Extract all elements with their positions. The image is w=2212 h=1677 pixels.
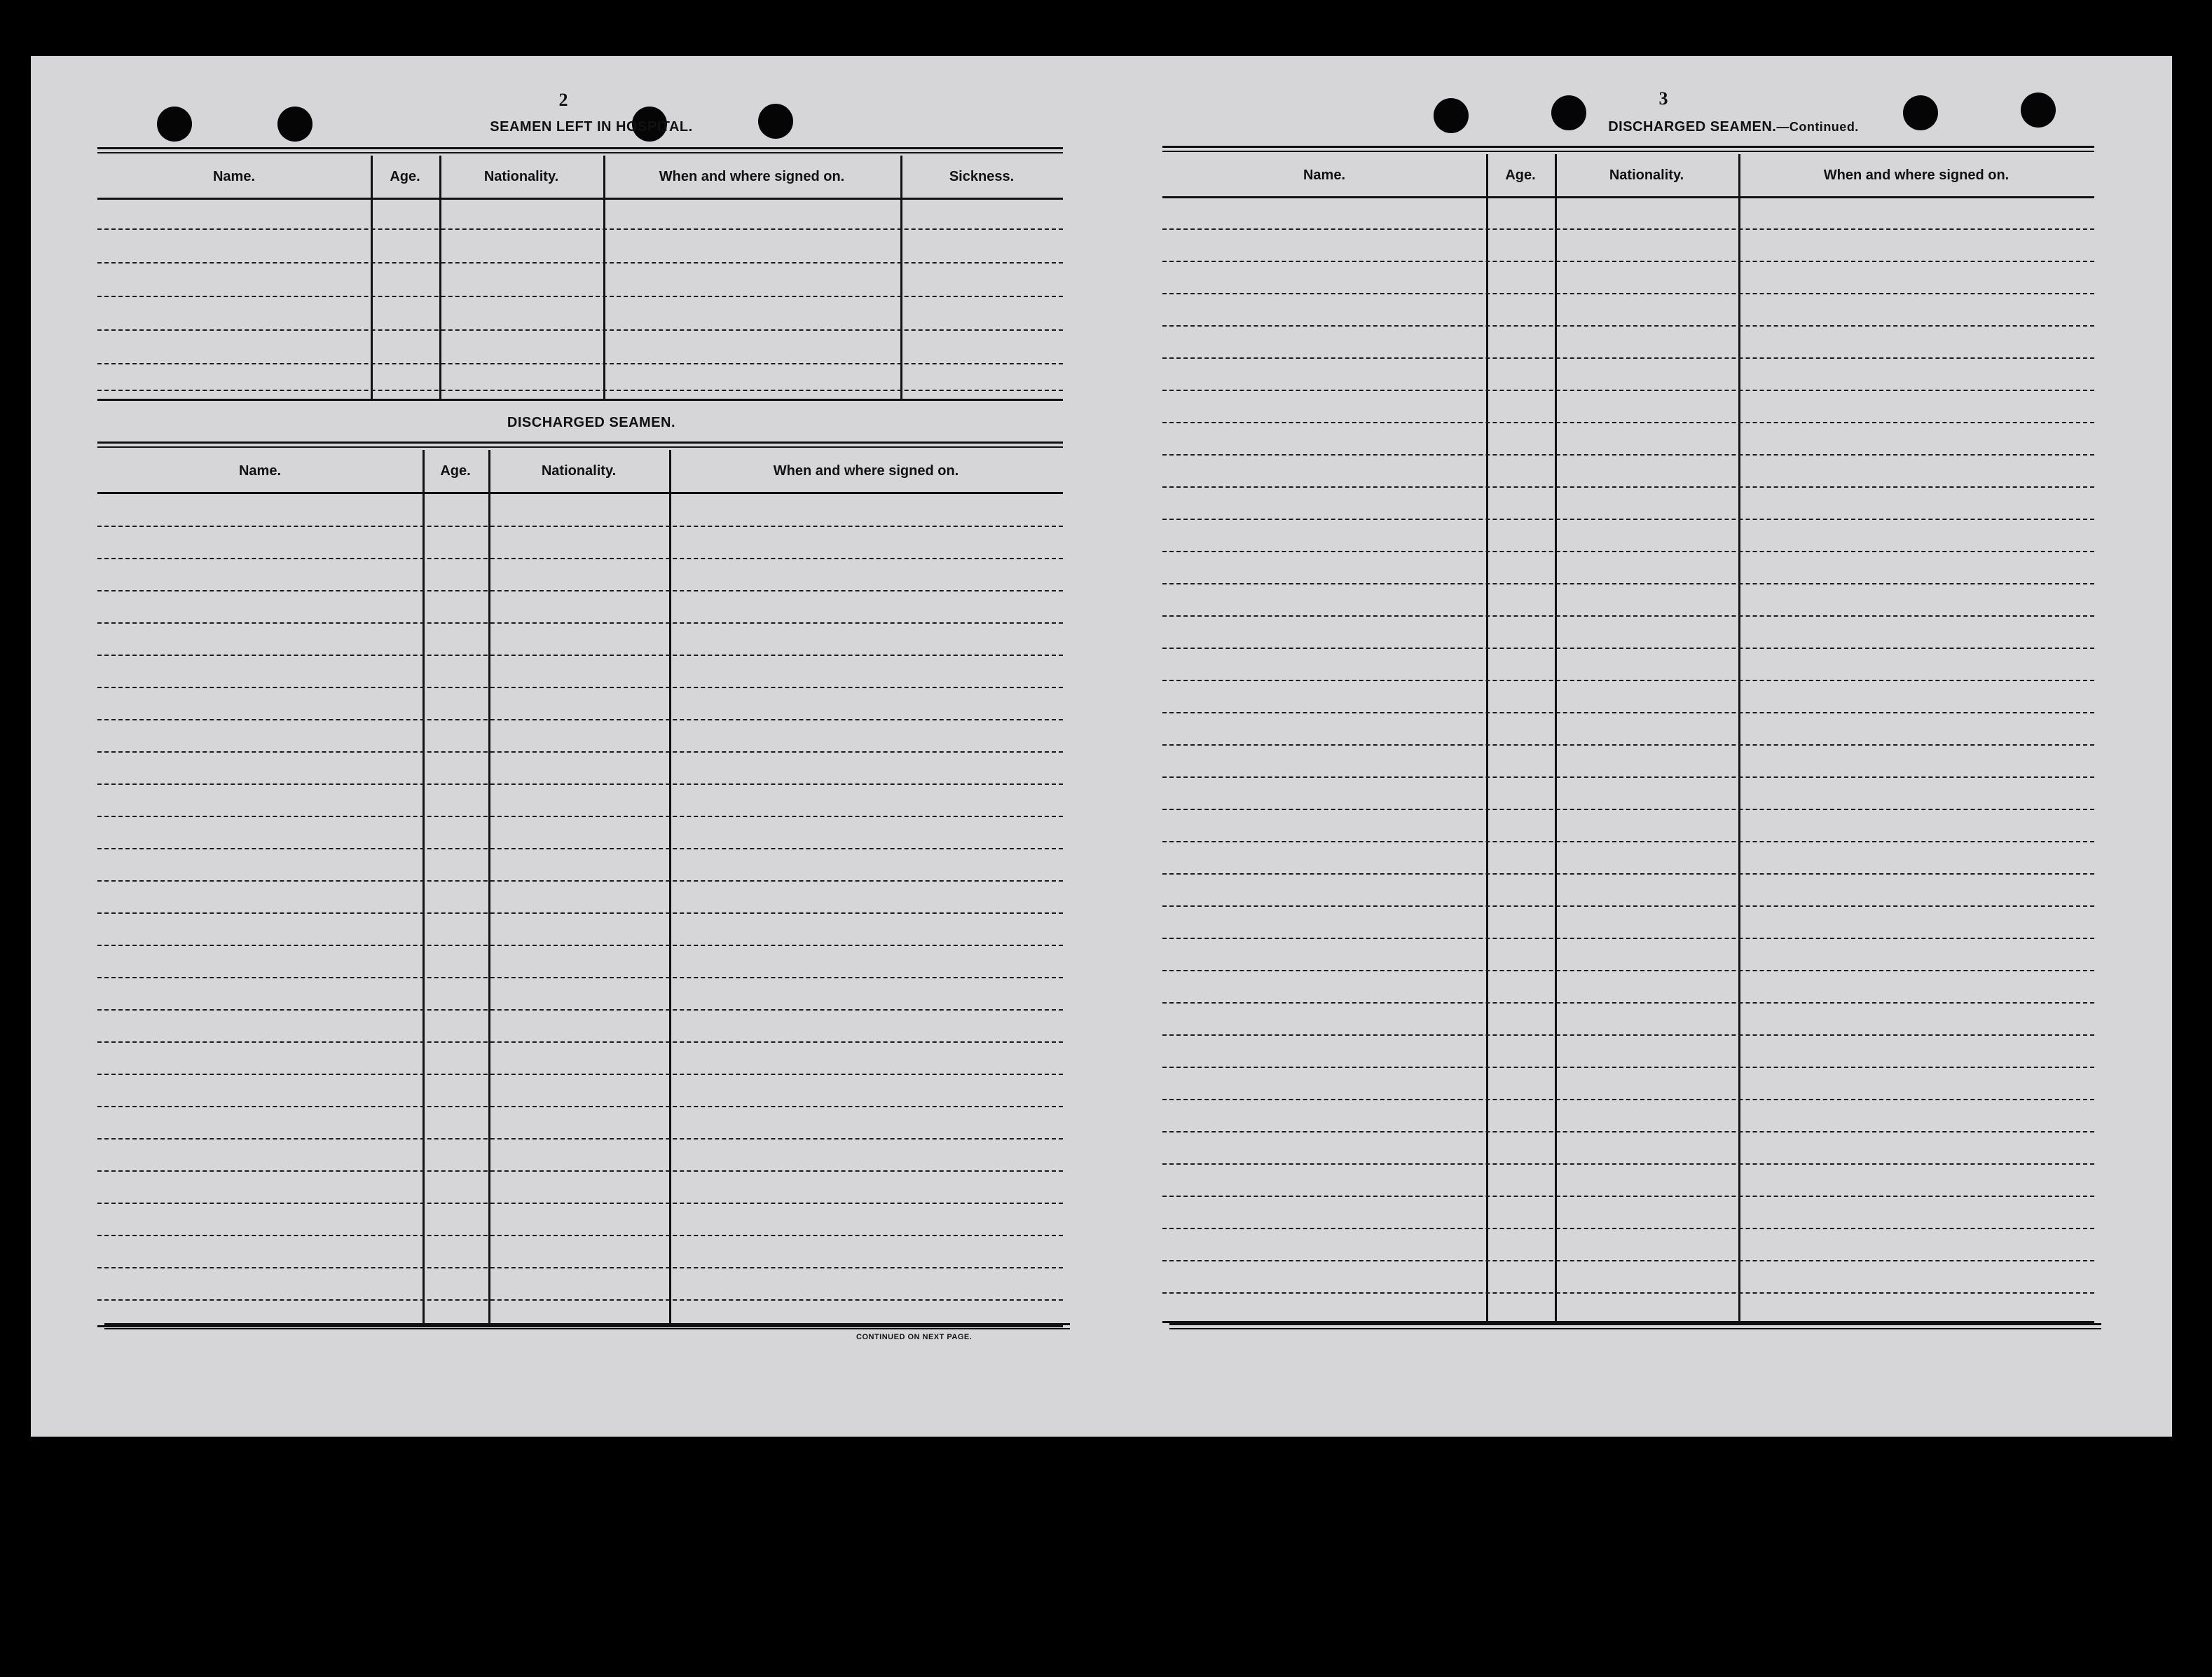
column-divider bbox=[488, 450, 490, 1327]
discharged-section-title: DISCHARGED SEAMEN. bbox=[507, 415, 676, 430]
discharged-continued-title-text: DISCHARGED SEAMEN. bbox=[1608, 119, 1777, 135]
entry-line bbox=[97, 1267, 1063, 1268]
discharged-top-rule bbox=[97, 442, 1063, 448]
entry-line bbox=[1162, 809, 2094, 810]
page-number: 3 bbox=[1658, 88, 1668, 109]
scanned-form-sheet bbox=[31, 56, 2172, 1437]
column-header-age: Age. bbox=[390, 168, 420, 184]
entry-line bbox=[97, 228, 1063, 230]
entry-line bbox=[97, 1138, 1063, 1139]
entry-line bbox=[97, 655, 1063, 656]
entry-line bbox=[97, 558, 1063, 559]
entry-line bbox=[97, 296, 1063, 297]
entry-line bbox=[97, 590, 1063, 591]
entry-line bbox=[1162, 1131, 2094, 1132]
column-header-signed-on: When and where signed on. bbox=[773, 463, 959, 479]
discharged-continued-bottom-rule bbox=[1169, 1323, 2101, 1329]
entry-line bbox=[1162, 1163, 2094, 1165]
continued-note: CONTINUED ON NEXT PAGE. bbox=[856, 1333, 973, 1341]
header-rule bbox=[1162, 196, 2094, 198]
entry-line bbox=[97, 848, 1063, 849]
entry-line bbox=[1162, 261, 2094, 262]
entry-line bbox=[1162, 744, 2094, 746]
entry-line bbox=[1162, 1228, 2094, 1229]
column-header-signed-on: When and where signed on. bbox=[1823, 167, 2010, 183]
header-rule bbox=[97, 198, 1063, 200]
column-divider bbox=[1555, 154, 1557, 1323]
column-divider bbox=[423, 450, 425, 1327]
entry-line bbox=[1162, 1260, 2094, 1261]
entry-line bbox=[1162, 680, 2094, 681]
column-header-age: Age. bbox=[1505, 167, 1536, 183]
entry-line bbox=[97, 363, 1063, 364]
entry-line bbox=[97, 1170, 1063, 1172]
entry-line bbox=[1162, 841, 2094, 842]
column-header-name: Name. bbox=[1303, 167, 1346, 183]
entry-line bbox=[97, 783, 1063, 785]
hospital-table bbox=[97, 156, 1063, 401]
entry-line bbox=[97, 262, 1063, 263]
column-divider bbox=[669, 450, 671, 1327]
column-header-name: Name. bbox=[212, 168, 256, 184]
entry-line bbox=[1162, 873, 2094, 875]
entry-line bbox=[97, 880, 1063, 882]
entry-line bbox=[97, 687, 1063, 688]
entry-line bbox=[97, 1009, 1063, 1011]
entry-line bbox=[97, 1041, 1063, 1043]
entry-line bbox=[1162, 390, 2094, 391]
hospital-top-rule bbox=[97, 147, 1063, 153]
entry-line bbox=[1162, 1067, 2094, 1068]
column-header-name: Name. bbox=[238, 463, 282, 479]
column-header-sickness: Sickness. bbox=[949, 168, 1015, 184]
entry-line bbox=[1162, 776, 2094, 778]
entry-line bbox=[97, 390, 1063, 391]
entry-line bbox=[1162, 422, 2094, 423]
column-divider bbox=[1486, 154, 1488, 1323]
entry-line bbox=[97, 719, 1063, 720]
entry-line bbox=[97, 751, 1063, 753]
column-header-nationality: Nationality. bbox=[483, 168, 559, 184]
entry-line bbox=[97, 622, 1063, 624]
continued-suffix: —Continued. bbox=[1776, 120, 1859, 134]
table-bottom-rule bbox=[97, 399, 1063, 401]
entry-line bbox=[97, 1106, 1063, 1107]
entry-line bbox=[1162, 712, 2094, 713]
column-header-nationality: Nationality. bbox=[541, 463, 617, 479]
entry-line bbox=[1162, 1099, 2094, 1100]
column-divider bbox=[1738, 154, 1740, 1323]
entry-line bbox=[1162, 357, 2094, 359]
hospital-section-title: SEAMEN LEFT IN HOSPITAL. bbox=[490, 119, 693, 135]
right-page bbox=[1096, 56, 2172, 1437]
entry-line bbox=[1162, 648, 2094, 649]
entry-line bbox=[1162, 228, 2094, 230]
discharged-continued-table bbox=[1162, 154, 2094, 1323]
entry-line bbox=[1162, 970, 2094, 971]
discharged-table bbox=[97, 450, 1063, 1327]
column-header-signed-on: When and where signed on. bbox=[659, 168, 845, 184]
entry-line bbox=[1162, 905, 2094, 907]
entry-line bbox=[1162, 938, 2094, 939]
entry-line bbox=[1162, 615, 2094, 617]
entry-line bbox=[97, 1235, 1063, 1236]
entry-line bbox=[97, 912, 1063, 914]
header-rule bbox=[97, 492, 1063, 494]
entry-line bbox=[1162, 1292, 2094, 1294]
entry-line bbox=[97, 329, 1063, 331]
entry-line bbox=[97, 977, 1063, 978]
entry-line bbox=[1162, 1034, 2094, 1036]
discharged-bottom-rule bbox=[104, 1323, 1070, 1329]
entry-line bbox=[1162, 293, 2094, 294]
punch-hole bbox=[277, 107, 312, 142]
entry-line bbox=[97, 945, 1063, 946]
entry-line bbox=[1162, 486, 2094, 488]
entry-line bbox=[97, 1074, 1063, 1075]
entry-line bbox=[1162, 1002, 2094, 1004]
left-page bbox=[31, 56, 1096, 1437]
entry-line bbox=[1162, 325, 2094, 327]
entry-line bbox=[1162, 454, 2094, 456]
column-header-age: Age. bbox=[440, 463, 471, 479]
entry-line bbox=[1162, 519, 2094, 520]
entry-line bbox=[97, 816, 1063, 817]
entry-line bbox=[1162, 1196, 2094, 1197]
punch-hole bbox=[1434, 98, 1469, 133]
discharged-continued-title bbox=[1488, 119, 1979, 135]
entry-line bbox=[1162, 551, 2094, 552]
entry-line bbox=[97, 1299, 1063, 1301]
page-number: 2 bbox=[558, 90, 568, 110]
punch-hole bbox=[2021, 93, 2056, 128]
entry-line bbox=[97, 526, 1063, 527]
discharged-continued-top-rule bbox=[1162, 146, 2094, 152]
column-header-nationality: Nationality. bbox=[1609, 167, 1684, 183]
entry-line bbox=[97, 1203, 1063, 1204]
punch-hole bbox=[157, 107, 192, 142]
entry-line bbox=[1162, 583, 2094, 584]
